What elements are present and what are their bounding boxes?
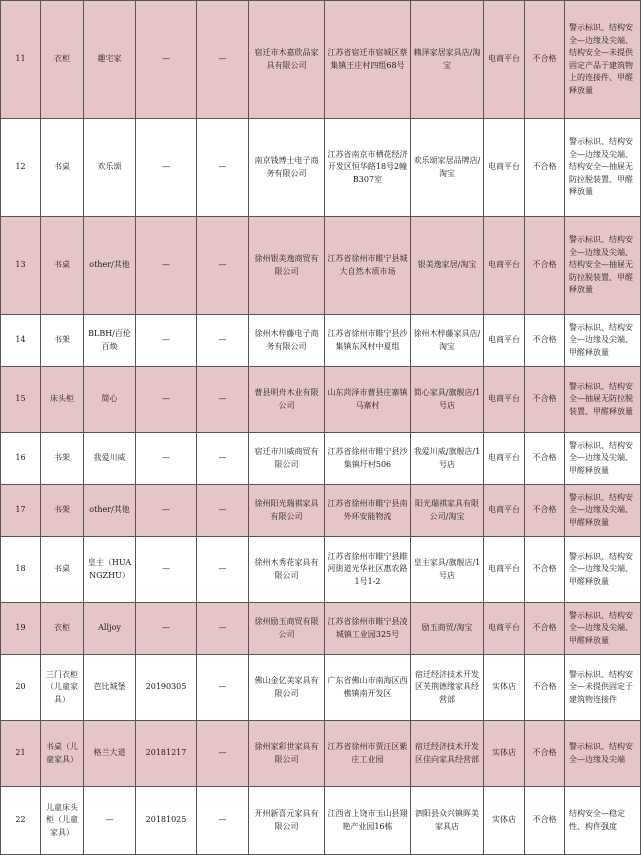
cell-seller: 徐州木梓藤家具店/淘宝: [411, 315, 484, 367]
cell-specification: —: [197, 315, 249, 367]
cell-seller: 我爱川威/旗舰店/1号店: [411, 433, 484, 485]
cell-defect-items: 警示标识、结构安全—抽屉无防拉脱装置、甲醛释放量: [565, 367, 641, 433]
cell-no: 20: [1, 655, 41, 721]
cell-defect-items: 警示标识、结构安全—边缘及尖端、甲醛释放量: [565, 603, 641, 655]
cell-defect-items: 警示标识、结构安全—边缘及尖端、甲醛释放量: [565, 485, 641, 537]
table-row: [1, 119, 641, 217]
cell-result: 不合格: [525, 721, 565, 787]
cell-production-date: —: [136, 485, 197, 537]
cell-defect-items: 警示标识、结构安全—边缘及尖端、结构安全—抽屉无防拉脱装置、甲醛释放量: [565, 217, 641, 315]
cell-defect-items: 警示标识、结构安全—边缘及尖端、甲醛释放量: [565, 315, 641, 367]
cell-no: 17: [1, 485, 41, 537]
cell-specification: —: [197, 119, 249, 217]
cell-brand: —: [84, 787, 136, 855]
cell-manufacturer: 徐州家彩世家具有限公司: [249, 721, 325, 787]
cell-result: 不合格: [525, 367, 565, 433]
cell-brand: 皇主（HUANGZHU）: [84, 537, 136, 603]
cell-product: 书桌: [41, 119, 84, 217]
cell-no: 14: [1, 315, 41, 367]
table-row: [1, 603, 641, 655]
cell-brand: 欢乐颂: [84, 119, 136, 217]
cell-sales-channel: 实体店: [484, 655, 525, 721]
cell-brand: Alljoy: [84, 603, 136, 655]
table-row: [1, 655, 641, 721]
cell-manufacturer-address: 江苏省徐州市睢宁县城大自然木质市场: [325, 217, 411, 315]
cell-manufacturer: 徐州励玉商贸有限公司: [249, 603, 325, 655]
cell-no: 13: [1, 217, 41, 315]
cell-specification: —: [197, 485, 249, 537]
cell-result: 不合格: [525, 603, 565, 655]
cell-manufacturer-address: 江苏省徐州市贾汪区紫庄工业园: [325, 721, 411, 787]
cell-brand: 趣宅家: [84, 1, 136, 119]
cell-product: 书架: [41, 433, 84, 485]
cell-manufacturer: 徐州木秀花家具有限公司: [249, 537, 325, 603]
cell-sales-channel: 电商平台: [484, 119, 525, 217]
table-row: [1, 721, 641, 787]
cell-result: 不合格: [525, 1, 565, 119]
cell-manufacturer-address: 江苏省徐州市睢宁县沙集镇圩村506: [325, 433, 411, 485]
cell-seller: 泗阳县众兴镇晖美家具店: [411, 787, 484, 855]
cell-brand: 简心: [84, 367, 136, 433]
cell-sales-channel: 电商平台: [484, 537, 525, 603]
cell-product: 三门衣柜（儿童家具）: [41, 655, 84, 721]
cell-product: 书桌: [41, 217, 84, 315]
cell-sales-channel: 实体店: [484, 787, 525, 855]
cell-product: 书桌: [41, 537, 84, 603]
cell-brand: BLBH/百伦百焕: [84, 315, 136, 367]
table-row: [1, 537, 641, 603]
table-row: [1, 485, 641, 537]
cell-manufacturer: 南京钱博士电子商务有限公司: [249, 119, 325, 217]
cell-sales-channel: 电商平台: [484, 433, 525, 485]
cell-production-date: 20181217: [136, 721, 197, 787]
cell-specification: —: [197, 217, 249, 315]
table-row: [1, 433, 641, 485]
cell-manufacturer-address: 江苏省宿迁市宿城区蔡集镇王庄村四组68号: [325, 1, 411, 119]
table-row: [1, 787, 641, 855]
cell-result: 不合格: [525, 217, 565, 315]
cell-sales-channel: 电商平台: [484, 485, 525, 537]
cell-sales-channel: 电商平台: [484, 367, 525, 433]
cell-manufacturer-address: 江苏省徐州市睢宁县睢河街道光华社区惠农路1号1-2: [325, 537, 411, 603]
cell-no: 18: [1, 537, 41, 603]
cell-product: 书架: [41, 315, 84, 367]
cell-manufacturer: 徐州阳光瑞祺家具有限公司: [249, 485, 325, 537]
cell-specification: —: [197, 433, 249, 485]
cell-product: 衣柜: [41, 1, 84, 119]
cell-production-date: —: [136, 119, 197, 217]
cell-manufacturer: 徐州木梓藤电子商务有限公司: [249, 315, 325, 367]
cell-result: 不合格: [525, 315, 565, 367]
cell-specification: —: [197, 603, 249, 655]
cell-seller: 赖泽家居家具店/淘宝: [411, 1, 484, 119]
cell-production-date: —: [136, 217, 197, 315]
cell-specification: —: [197, 655, 249, 721]
cell-manufacturer-address: 山东菏泽市曹县庄寨镇马寨村: [325, 367, 411, 433]
cell-no: 15: [1, 367, 41, 433]
cell-defect-items: 警示标识、结构安全—边缘及尖端、甲醛释放量: [565, 433, 641, 485]
cell-defect-items: 警示标识、结构安全—边缘及尖端、结构安全—未提供固定产品于建筑物上的连接件、甲醛释放量: [565, 1, 641, 119]
cell-product: 书桌（儿童家具）: [41, 721, 84, 787]
table-row: [1, 1, 641, 119]
cell-product: 儿童床头柜（儿童家具）: [41, 787, 84, 855]
cell-manufacturer-address: 江苏省徐州市睢宁县南外环安能物流: [325, 485, 411, 537]
table-row: [1, 217, 641, 315]
cell-specification: —: [197, 367, 249, 433]
cell-seller: 阳光瑞祺家具有限公司/淘宝: [411, 485, 484, 537]
cell-seller: 欢乐颂家居品牌店/淘宝: [411, 119, 484, 217]
cell-seller: 简心家具/旗舰店/1号店: [411, 367, 484, 433]
cell-seller: 励玉商贸/淘宝: [411, 603, 484, 655]
cell-specification: —: [197, 1, 249, 119]
cell-defect-items: 警示标识、结构安全—边缘及尖端、结构安全—抽屉无防拉脱装置、甲醛释放量: [565, 119, 641, 217]
cell-no: 21: [1, 721, 41, 787]
cell-result: 不合格: [525, 485, 565, 537]
cell-brand: 我爱川威: [84, 433, 136, 485]
table-row: [1, 367, 641, 433]
cell-manufacturer: 宿迁市川威商贸有限公司: [249, 433, 325, 485]
cell-brand: other/其他: [84, 217, 136, 315]
cell-result: 不合格: [525, 433, 565, 485]
cell-production-date: 20190305: [136, 655, 197, 721]
cell-production-date: —: [136, 367, 197, 433]
cell-manufacturer-address: 江苏省徐州市睢宁县沙集镇东风村中夏组: [325, 315, 411, 367]
cell-manufacturer-address: 江苏省徐州市睢宁县凌城镇工业园325号: [325, 603, 411, 655]
cell-manufacturer: 宿迁市木嘉欣品家具有限公司: [249, 1, 325, 119]
cell-product: 床头柜: [41, 367, 84, 433]
cell-no: 16: [1, 433, 41, 485]
cell-result: 不合格: [525, 119, 565, 217]
cell-production-date: —: [136, 603, 197, 655]
cell-specification: —: [197, 537, 249, 603]
cell-brand: 芭比城堡: [84, 655, 136, 721]
cell-seller: 宿迁经济技术开发区芙荆德缘家具经营部: [411, 655, 484, 721]
cell-product: 衣柜: [41, 603, 84, 655]
cell-sales-channel: 实体店: [484, 721, 525, 787]
cell-manufacturer: 佛山金亿美家具有限公司: [249, 655, 325, 721]
cell-seller: 皇主家具/旗舰店/1号店: [411, 537, 484, 603]
cell-manufacturer: 徐州银美逸商贸有限公司: [249, 217, 325, 315]
cell-seller: 银美逸家居/淘宝: [411, 217, 484, 315]
cell-no: 19: [1, 603, 41, 655]
cell-defect-items: 警示标识、结构安全—边缘及尖端、甲醛释放量: [565, 537, 641, 603]
cell-brand: other/其他: [84, 485, 136, 537]
cell-specification: —: [197, 721, 249, 787]
cell-manufacturer: 开州新喜元家具有限公司: [249, 787, 325, 855]
cell-no: 22: [1, 787, 41, 855]
cell-production-date: —: [136, 1, 197, 119]
cell-production-date: —: [136, 433, 197, 485]
cell-specification: —: [197, 787, 249, 855]
cell-manufacturer-address: 江西省上饶市玉山县翔艳产业园16栋: [325, 787, 411, 855]
cell-manufacturer: 曹县明舟木业有限公司: [249, 367, 325, 433]
cell-sales-channel: 电商平台: [484, 1, 525, 119]
cell-no: 11: [1, 1, 41, 119]
cell-defect-items: 警示标识、结构安全—边缘及尖端: [565, 721, 641, 787]
cell-sales-channel: 电商平台: [484, 315, 525, 367]
cell-manufacturer-address: 广东省佛山市南海区西樵镇南开发区: [325, 655, 411, 721]
cell-sales-channel: 电商平台: [484, 603, 525, 655]
cell-seller: 宿迁经济技术开发区佳向家具经营部: [411, 721, 484, 787]
cell-production-date: 20181025: [136, 787, 197, 855]
cell-brand: 格兰大道: [84, 721, 136, 787]
cell-result: 不合格: [525, 787, 565, 855]
cell-sales-channel: 电商平台: [484, 217, 525, 315]
cell-no: 12: [1, 119, 41, 217]
cell-defect-items: 警示标识、结构安全—未提供固定于建筑物连接件: [565, 655, 641, 721]
table-row: [1, 315, 641, 367]
cell-result: 不合格: [525, 537, 565, 603]
cell-production-date: —: [136, 537, 197, 603]
cell-production-date: —: [136, 315, 197, 367]
cell-product: 书架: [41, 485, 84, 537]
cell-manufacturer-address: 江苏省南京市栖花经济开发区恒华路18号2幢B307室: [325, 119, 411, 217]
cell-defect-items: 结构安全—稳定性、构件强度: [565, 787, 641, 855]
cell-result: 不合格: [525, 655, 565, 721]
